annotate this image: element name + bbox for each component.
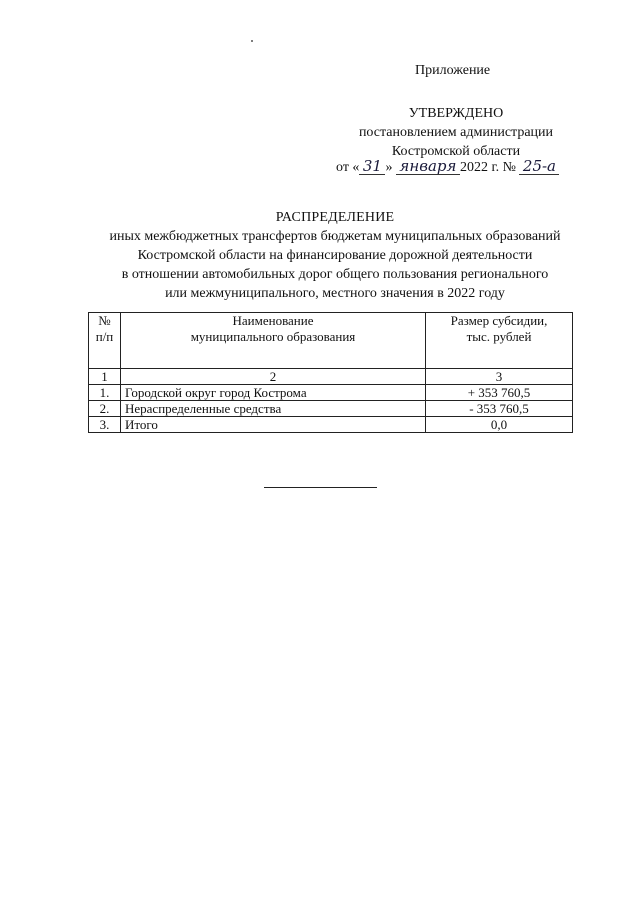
row-amount: 0,0 — [426, 417, 573, 433]
title-line-1: иных межбюджетных трансфертов бюджетам муниципальных образований — [109, 229, 561, 244]
column-number-row — [89, 369, 573, 385]
approval-block — [330, 104, 582, 161]
distribution-table — [88, 312, 573, 433]
date-month-handwritten: января — [396, 158, 460, 175]
title-heading: РАСПРЕДЕЛЕНИЕ — [275, 210, 395, 225]
row-number: 3. — [89, 417, 121, 433]
table-row — [89, 417, 573, 433]
title-line-3: в отношении автомобильных дорог общего пользования регионального — [121, 267, 549, 282]
date-day-handwritten: 31 — [359, 158, 385, 175]
column-number-cell: 3 — [426, 369, 573, 385]
header-name-line-2: муниципального образования — [190, 329, 356, 344]
header-number-line-1: № — [98, 313, 111, 328]
row-amount: + 353 760,5 — [426, 385, 573, 401]
row-number: 2. — [89, 401, 121, 417]
decree-number-handwritten: 25-а — [519, 158, 559, 175]
header-amount-line-2: тыс. рублей — [466, 329, 532, 344]
appendix-label: Приложение — [415, 63, 491, 78]
row-amount: - 353 760,5 — [426, 401, 573, 417]
title-line-2: Костромской области на финансирование дорожной деятельности — [137, 248, 533, 263]
column-number-cell: 1 — [89, 369, 121, 385]
approved-line-1: постановлением администрации — [358, 125, 554, 140]
title-line-4: или межмуниципального, местного значения в 2022 году — [165, 286, 505, 301]
approved-title: УТВЕРЖДЕНО — [408, 106, 504, 121]
table-header-row — [89, 313, 573, 369]
scan-speck — [251, 40, 253, 42]
table-row — [89, 385, 573, 401]
row-name: Нераспределенные средства — [121, 401, 426, 417]
header-name — [121, 313, 426, 369]
date-mid: » — [385, 160, 393, 175]
document-title — [40, 208, 630, 303]
row-number: 1. — [89, 385, 121, 401]
table-row — [89, 401, 573, 417]
header-amount-line-1: Размер субсидии, — [450, 313, 548, 328]
column-number-cell: 2 — [121, 369, 426, 385]
date-prefix: от « — [336, 160, 360, 175]
approved-line-2: Костромской области — [391, 144, 521, 159]
header-number — [89, 313, 121, 369]
approval-date-line — [336, 158, 559, 176]
row-name: Городской округ город Кострома — [121, 385, 426, 401]
row-name: Итого — [121, 417, 426, 433]
header-amount — [426, 313, 573, 369]
header-name-line-1: Наименование — [232, 313, 314, 328]
header-number-line-2: п/п — [95, 329, 114, 344]
end-separator-line — [264, 487, 377, 488]
date-year: 2022 г. № — [459, 160, 516, 175]
